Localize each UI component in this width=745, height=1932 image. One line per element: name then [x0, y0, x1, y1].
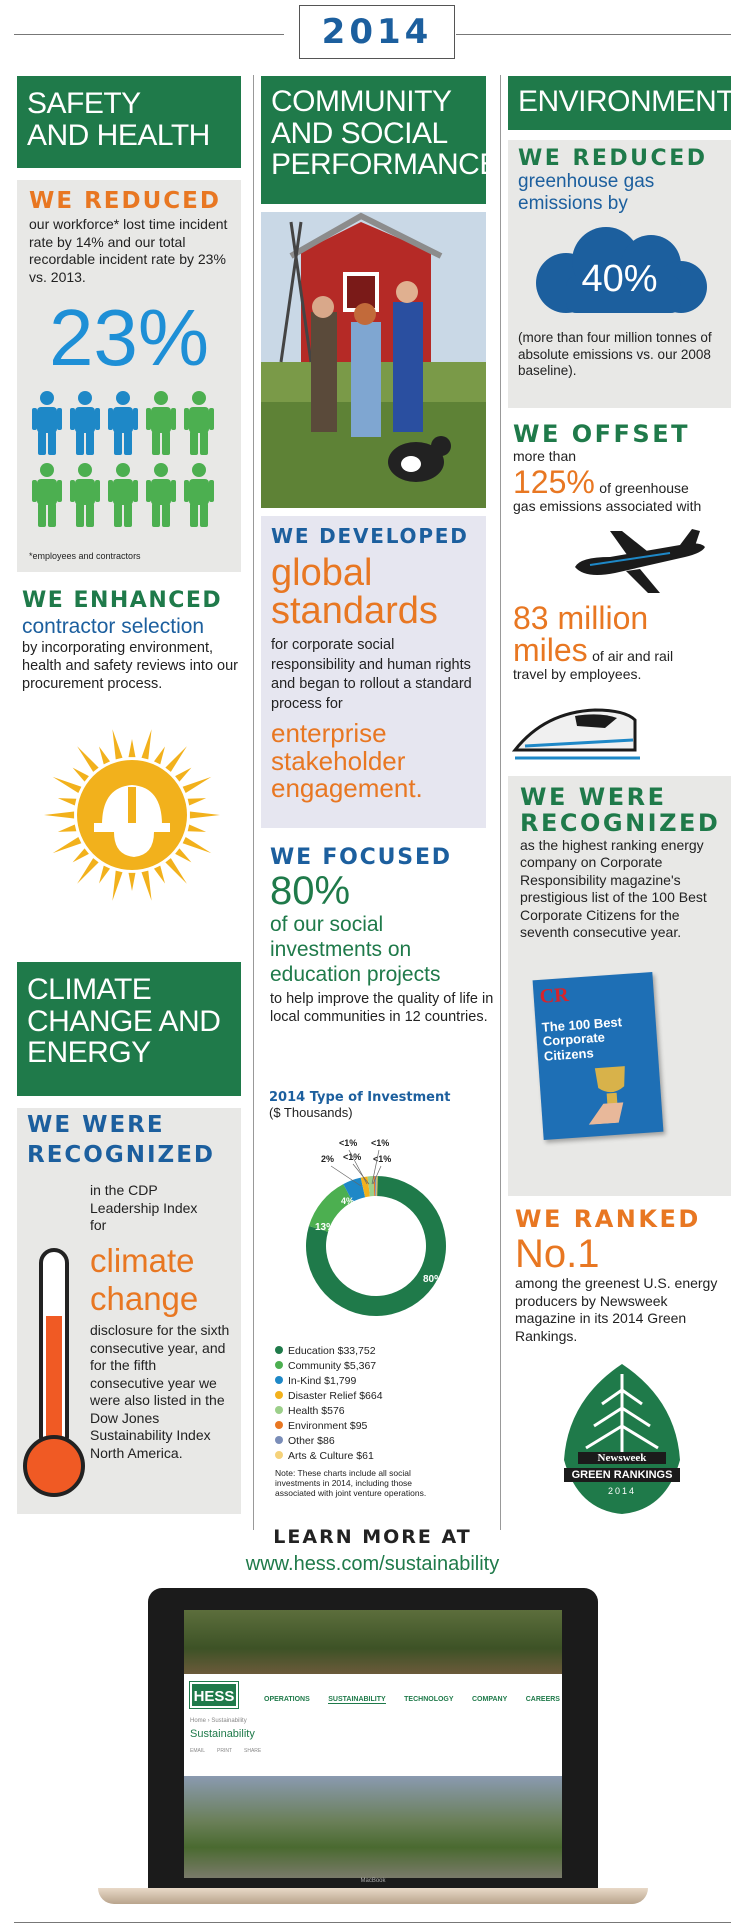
sun-ray [190, 812, 220, 819]
community-header-line3: PERFORMANCE [271, 148, 499, 181]
env-ranked-rank: No.1 [515, 1232, 600, 1276]
site-action-print[interactable]: PRINT [217, 1748, 233, 1754]
site-page-title: Sustainability [190, 1728, 255, 1740]
legend-item [275, 1344, 383, 1359]
donut-label: <1% [339, 1138, 358, 1148]
community-header [261, 76, 499, 204]
focused-block [270, 845, 495, 1026]
learn-more-heading: LEARN MORE AT [273, 1526, 472, 1548]
cr-magazine-title-1: The 100 Best [541, 1014, 623, 1035]
env-ranked-block [515, 1205, 740, 1345]
laptop-screen [184, 1610, 562, 1878]
sun-ray [129, 873, 136, 891]
env-offset-pre: more than [513, 448, 577, 464]
site-actions [190, 1748, 261, 1754]
developed-highlight-1: global [271, 552, 373, 594]
legend-swatch [275, 1376, 283, 1384]
sun-ray [165, 746, 186, 772]
sustainability-link[interactable]: www.hess.com/sustainability [245, 1553, 500, 1575]
sun-ray [73, 848, 89, 862]
env-offset-line [513, 463, 738, 500]
donut-chart [261, 1124, 491, 1354]
legend-swatch [275, 1346, 283, 1354]
climate-header [17, 962, 241, 1096]
env-offset-post1: of greenhouse [599, 479, 689, 496]
legend-swatch [275, 1451, 283, 1459]
chart-title: 2014 Type of Investment [269, 1090, 451, 1105]
developed-highlight-4: stakeholder [271, 745, 406, 776]
legend-item [275, 1404, 383, 1419]
site-action-share[interactable]: SHARE [244, 1748, 262, 1754]
focused-text: to help improve the quality of life in local communities in 12 countries. [270, 990, 494, 1025]
legend-item [275, 1449, 383, 1464]
community-header-line1: COMMUNITY [271, 85, 452, 118]
legend-label: Disaster Relief $664 [288, 1390, 383, 1402]
legend-item [275, 1434, 383, 1449]
person-icon [70, 391, 100, 455]
legend-label: Arts & Culture $61 [288, 1450, 374, 1462]
cr-magazine-title-3: Citizens [543, 1044, 595, 1064]
focused-percent: 80% [270, 869, 351, 913]
safety-enhanced-highlight: contractor selection [22, 615, 205, 638]
site-landscape-photo [184, 1776, 562, 1878]
train-icon [505, 700, 650, 765]
person-icon [184, 463, 214, 527]
climate-header-line2: CHANGE AND [27, 1004, 221, 1038]
legend-label: Health $576 [288, 1405, 345, 1417]
legend-label: Environment $95 [288, 1420, 368, 1432]
person-icon [32, 391, 62, 455]
donut-label: 4% [341, 1196, 355, 1206]
legend-swatch [275, 1421, 283, 1429]
sun-ray [165, 858, 186, 884]
airplane-icon [570, 527, 710, 597]
person-icon [146, 463, 176, 527]
env-ranked-kicker: WE RANKED [515, 1205, 701, 1233]
sun-ray [183, 837, 212, 853]
sun-ray [141, 871, 151, 901]
developed-highlight-5: engagement. [271, 772, 423, 803]
legend-label: Community $5,367 [288, 1360, 377, 1372]
year-title: 2014 [321, 12, 433, 52]
climate-header-line3: ENERGY [27, 1036, 151, 1069]
laptop-brand: MacBook [360, 1878, 386, 1884]
legend-swatch [275, 1391, 283, 1399]
sun-ray [77, 858, 98, 884]
sun-ray [141, 729, 151, 759]
site-hero-photo [184, 1610, 562, 1674]
focused-line3: education projects [270, 963, 441, 987]
person-icon [184, 391, 214, 455]
climate-panel [17, 1108, 241, 1514]
site-logo[interactable]: HESS [190, 1682, 238, 1708]
safety-reduced-kicker: WE REDUCED [29, 188, 221, 214]
year-box [299, 5, 455, 59]
site-nav-company[interactable]: COMPANY [472, 1696, 508, 1703]
trophy-hand-icon [565, 1061, 649, 1126]
person-icon [146, 391, 176, 455]
safety-percent: 23% [48, 293, 210, 382]
developed-highlight-2: standards [271, 590, 438, 632]
column-divider-2 [500, 75, 501, 1530]
donut-label: <1% [373, 1154, 392, 1164]
sun-ray [112, 729, 122, 759]
donut-label: 2% [321, 1154, 335, 1164]
badge-brand: Newsweek [578, 1452, 666, 1464]
env-miles-post: of air and rail [592, 648, 674, 664]
sun-ray [183, 777, 212, 793]
sun-ray [99, 747, 110, 765]
year-rule-right [456, 34, 731, 35]
developed-text: for corporate social responsibility and human rights and began to rollout a standard process for [271, 637, 472, 712]
donut-label: <1% [371, 1138, 390, 1148]
cr-magazine-cover [533, 972, 664, 1140]
env-recognized-panel [508, 776, 731, 1196]
env-recognized-kicker-2: RECOGNIZED [520, 809, 721, 838]
sun-ray [44, 812, 74, 819]
sun-ray [154, 747, 165, 765]
env-offset-post2: gas emissions associated with [513, 497, 702, 514]
focused-kicker: WE FOCUSED [270, 845, 452, 870]
badge-title: GREEN RANKINGS [564, 1468, 680, 1482]
env-reduced-text: (more than four million tonnes of absolute emissions vs. our 2008 baseline). [518, 329, 712, 379]
sun-ray [175, 768, 191, 782]
laptop [148, 1588, 598, 1913]
climate-intro: in the CDP Leadership Index for [90, 1182, 198, 1233]
legend-swatch [275, 1436, 283, 1444]
badge-year: 2014 [607, 1486, 637, 1496]
legend-swatch [275, 1406, 283, 1414]
env-reduced-highlight: greenhouse gas emissions by [518, 171, 655, 214]
climate-text: disclosure for the sixth consecutive year, and for the fifth consecutive year we were also listed in the Dow Jones Sustainability Index North America. [90, 1322, 230, 1461]
developed-highlight-3: enterprise [271, 718, 387, 749]
person-icon [108, 463, 138, 527]
safety-reduced-panel [17, 180, 241, 572]
sun-ray [58, 798, 76, 805]
site-action-email[interactable]: EMAIL [190, 1748, 206, 1754]
sun-ray [53, 777, 82, 793]
legend-item [275, 1389, 383, 1404]
climate-highlight-1: climate [90, 1242, 195, 1279]
sun-ray [175, 848, 191, 862]
env-offset-kicker: WE OFFSET [513, 420, 690, 448]
sun-ray [73, 768, 89, 782]
env-miles-block [513, 602, 738, 684]
environment-header [508, 76, 735, 130]
env-miles-line [513, 634, 738, 666]
site-nav-sustainability[interactable]: SUSTAINABILITY [328, 1696, 386, 1703]
donut-label: 13% [315, 1222, 336, 1233]
legend-label: Other $86 [288, 1435, 335, 1447]
thermometer-icon [23, 1246, 89, 1506]
climate-highlight-2: change [90, 1280, 199, 1317]
chart-subtitle: ($ Thousands) [269, 1105, 353, 1120]
env-offset-percent: 125% [513, 463, 595, 500]
focused-line2: investments on [270, 938, 412, 962]
legend-item [275, 1419, 383, 1434]
sun-ray [188, 824, 206, 831]
site-nav [264, 1696, 560, 1704]
env-miles-post2: travel by employees. [513, 666, 642, 682]
workforce-people-icons [29, 390, 229, 540]
laptop-base [98, 1888, 648, 1904]
env-recognized-text: as the highest ranking energy company on Corporate Responsibility magazine's prestigious list of the 100 Best Corporate Citizens for the seventh consecutive year. [520, 836, 707, 941]
environment-header-text: ENVIRONMENT [518, 85, 735, 118]
climate-kicker-1: WE WERE [27, 1112, 165, 1138]
column-divider-1 [253, 75, 254, 1530]
safety-enhanced-block [22, 588, 247, 693]
sun-ray [77, 746, 98, 772]
developed-panel [261, 516, 486, 828]
focused-line1: of our social [270, 913, 384, 936]
env-recognized-kicker-1: WE WERE [520, 783, 667, 811]
newsweek-badge [556, 1360, 688, 1518]
community-header-line2: AND SOCIAL [271, 116, 448, 150]
safety-header-line2: AND HEALTH [27, 118, 210, 152]
year-rule-left [14, 34, 284, 35]
investment-chart [261, 1090, 491, 1520]
sun-ray [129, 739, 136, 757]
site-nav-technology[interactable]: TECHNOLOGY [404, 1696, 454, 1703]
chart-note: Note: These charts include all social investments in 2014, including those associated with joint venture operations. [275, 1468, 427, 1499]
person-icon [70, 463, 100, 527]
env-miles-2: miles [513, 632, 588, 668]
farm-photo [261, 212, 486, 508]
site-nav-careers[interactable]: CAREERS [525, 1696, 560, 1703]
legend-label: In-Kind $1,799 [288, 1375, 357, 1387]
donut-label: 80% [423, 1274, 444, 1285]
legend-item [275, 1374, 383, 1389]
safety-footnote: *employees and contractors [29, 551, 141, 561]
footer-rule [14, 1922, 731, 1923]
env-offset-block [513, 420, 738, 515]
legend-item [275, 1359, 383, 1374]
sun-ray [58, 824, 76, 831]
env-ranked-text: among the greenest U.S. energy producers by Newsweek magazine in its 2014 Green Rankings. [515, 1275, 718, 1344]
site-nav-operations[interactable]: OPERATIONS [264, 1696, 310, 1703]
developed-kicker: WE DEVELOPED [271, 524, 469, 548]
sun-ray [188, 798, 206, 805]
safety-reduced-text: our workforce* lost time incident rate by 14% and our total recordable incident rate by 23% vs. 2013. [29, 216, 228, 285]
safety-header [17, 76, 241, 168]
env-miles-1: 83 million [513, 600, 649, 636]
sun-hardhat-icon [42, 725, 222, 905]
sun-ray [112, 871, 122, 901]
site-breadcrumb[interactable]: Home › Sustainability [190, 1718, 247, 1724]
safety-enhanced-text: by incorporating environment, health and safety reviews into our procurement process. [22, 640, 239, 693]
sun-ray [53, 837, 82, 853]
person-icon [32, 463, 62, 527]
legend-swatch [275, 1361, 283, 1369]
climate-header-line1: CLIMATE [27, 973, 152, 1006]
cr-magazine-logo: CR [538, 983, 570, 1008]
chart-legend [275, 1344, 383, 1464]
safety-enhanced-kicker: WE ENHANCED [22, 588, 223, 613]
sun-ray [154, 866, 165, 884]
person-icon [108, 391, 138, 455]
climate-kicker-2: RECOGNIZED [27, 1142, 216, 1168]
cr-magazine-title-2: Corporate [542, 1029, 606, 1050]
legend-label: Education $33,752 [288, 1345, 376, 1357]
env-reduced-panel [508, 140, 731, 408]
sun-ray [99, 866, 110, 884]
env-reduced-percent: 40% [581, 258, 658, 300]
donut-label: <1% [343, 1152, 362, 1162]
env-reduced-kicker: WE REDUCED [518, 146, 708, 171]
safety-header-line1: SAFETY [27, 87, 141, 120]
